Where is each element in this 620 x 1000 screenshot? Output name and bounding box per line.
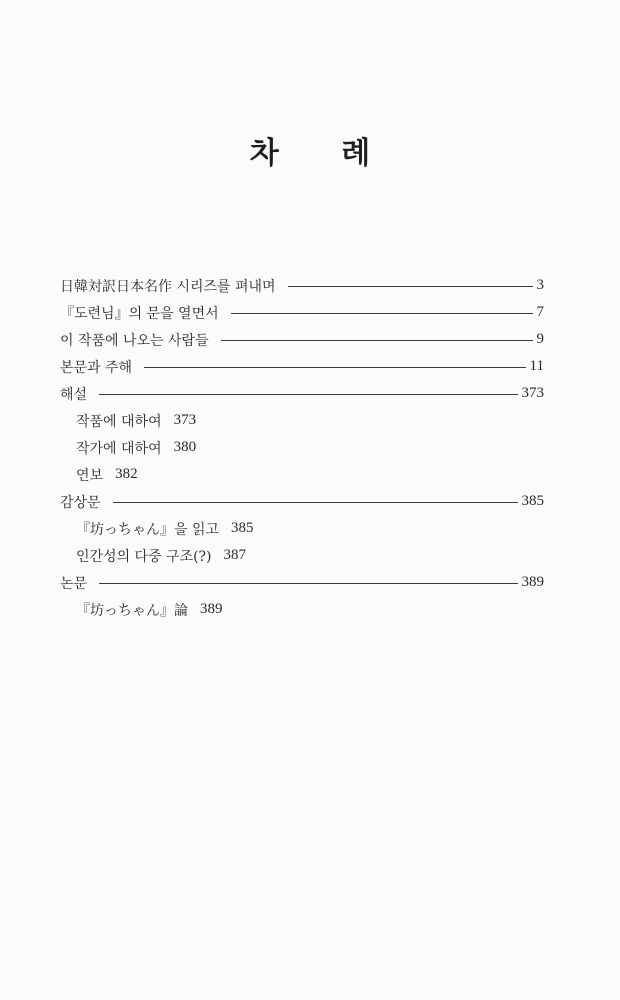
toc-entry-page: 389 <box>521 574 544 590</box>
toc-entry-page: 3 <box>536 277 544 293</box>
toc-entry-label: 『坊っちゃん』을 읽고 <box>76 521 220 538</box>
toc-entry-reviews <box>60 488 544 515</box>
toc-entry-page: 387 <box>223 547 247 563</box>
table-of-contents <box>60 272 544 623</box>
toc-entry-label: 본문과 주해 <box>60 359 133 376</box>
toc-entry-label: 이 작품에 나오는 사람들 <box>60 332 209 349</box>
toc-entry-opening <box>60 299 544 326</box>
toc-entry-page: 389 <box>200 601 223 617</box>
toc-entry-page: 382 <box>115 466 138 482</box>
toc-entry-papers <box>60 569 544 596</box>
toc-entry-label: 연보 <box>76 467 104 484</box>
toc-entry-label: 논문 <box>60 575 88 592</box>
toc-entry-page: 380 <box>173 439 197 455</box>
leader-line <box>288 286 533 287</box>
toc-entry-main-text <box>60 353 544 380</box>
toc-entry-label: 『도련님』의 문을 열면서 <box>60 305 219 322</box>
toc-entry-commentary <box>60 380 544 407</box>
toc-entry-page: 9 <box>536 331 544 347</box>
toc-entry-label: 인간성의 다중 구조(?) <box>76 548 212 565</box>
toc-entry-label: 작품에 대하여 <box>76 413 162 430</box>
toc-entry-label: 『坊っちゃん』論 <box>76 602 188 619</box>
toc-entry-page: 385 <box>231 520 254 536</box>
toc-entry-preface <box>60 272 544 299</box>
leader-line <box>221 340 533 341</box>
leader-line <box>99 394 517 395</box>
toc-entry-page: 11 <box>529 358 544 374</box>
toc-entry-characters <box>60 326 544 353</box>
leader-line <box>231 313 533 314</box>
toc-entry-label: 해설 <box>60 386 88 403</box>
toc-subentry-review-1 <box>60 515 544 542</box>
toc-entry-page: 373 <box>521 385 544 401</box>
toc-subentry-about-author <box>60 434 544 461</box>
toc-entry-page: 385 <box>521 493 544 509</box>
toc-subentry-chronology <box>60 461 544 488</box>
toc-entry-page: 373 <box>173 412 197 428</box>
toc-subentry-review-2 <box>60 542 544 569</box>
toc-entry-label: 감상문 <box>60 494 101 511</box>
leader-line <box>99 583 517 584</box>
toc-entry-label: 日韓対訳日本名作 시리즈를 펴내며 <box>60 278 276 295</box>
leader-line <box>113 502 518 503</box>
leader-line <box>144 367 525 368</box>
toc-entry-label: 작가에 대하여 <box>76 440 162 457</box>
toc-subentry-about-work <box>60 407 544 434</box>
page-title: 차 례 <box>249 136 397 171</box>
toc-subentry-paper-1 <box>60 596 544 623</box>
toc-entry-page: 7 <box>536 304 544 320</box>
